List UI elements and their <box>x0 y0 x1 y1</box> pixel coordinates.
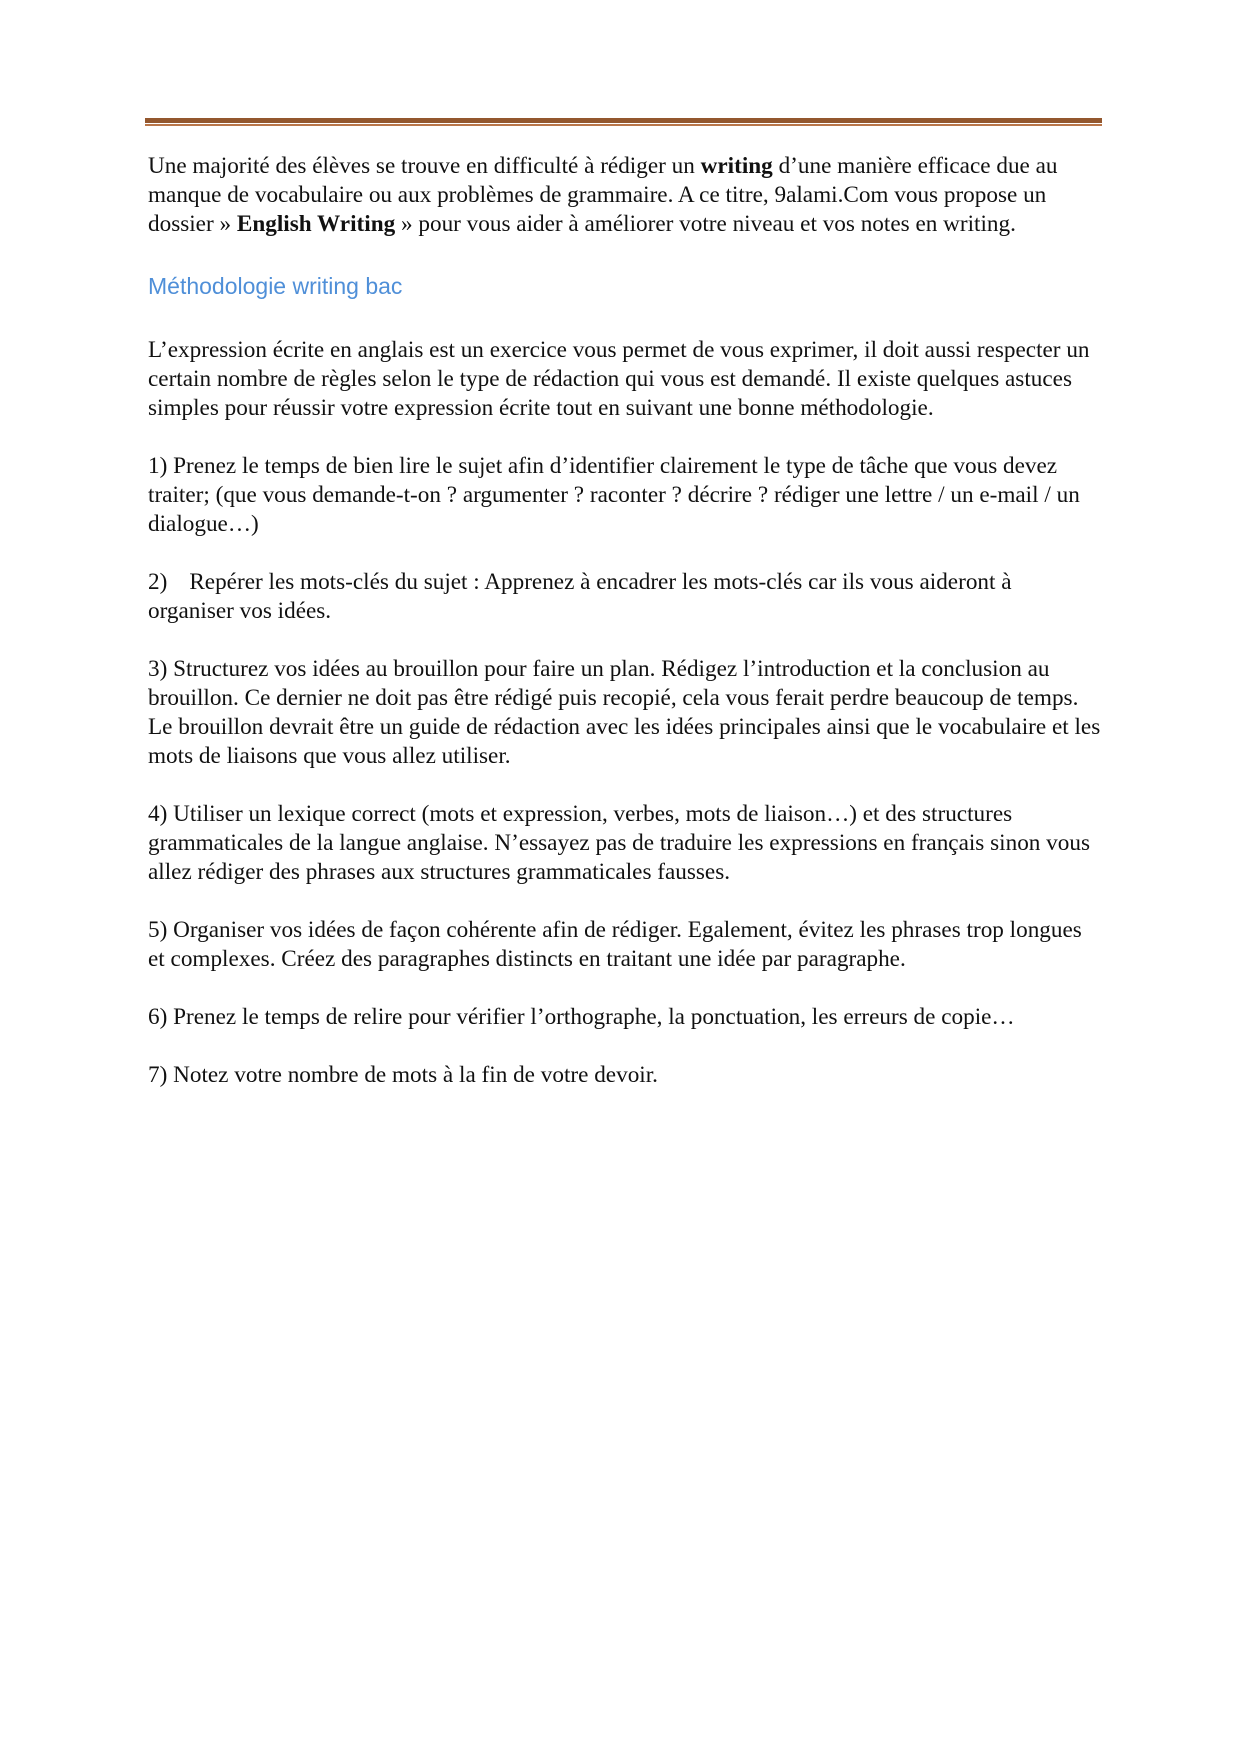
step-3: 3) Structurez vos idées au brouillon pour faire un plan. Rédigez l’introduction et la conclusion au brouillon. Ce dernier ne doit pas être rédigé puis recopié, cela vous ferait perdre beaucoup de temps. Le brouillon devrait être un guide de rédaction avec les idées principales ainsi que le vocabulaire et les mots de liaisons que vous allez utiliser. <box>148 656 1101 769</box>
document-body <box>148 152 1103 1119</box>
intro-bold-writing: writing <box>700 153 773 179</box>
methodology-paragraph: L’expression écrite en anglais est un exercice vous permet de vous exprimer, il doit aussi respecter un certain nombre de règles selon le type de rédaction qui vous est demandé. Il existe quelques astuces simples pour réussir votre expression écrite tout en suivant une bonne méthodologie. <box>148 337 1090 421</box>
step-7: 7) Notez votre nombre de mots à la fin de votre devoir. <box>148 1062 658 1088</box>
intro-text-2: d’une manière efficace due au manque de vocabulaire ou aux problèmes de grammaire. A ce titre, 9alami.Com vous propose un dossier » <box>148 153 1058 237</box>
section-heading: Méthodologie writing bac <box>148 273 403 299</box>
step-2 <box>148 568 1103 626</box>
step-2-number: 2) <box>148 569 168 595</box>
step-2-text: Repérer les mots-clés du sujet : Apprenez à encadrer les mots-clés car ils vous aideront à organiser vos idées. <box>148 569 1012 624</box>
header-rule-thin <box>145 124 1102 126</box>
step-1: 1) Prenez le temps de bien lire le sujet afin d’identifier clairement le type de tâche que vous devez traiter; (que vous demande-t-on ? argumenter ? raconter ? décrire ? rédiger une lettre / un e-mail / un dialogue…) <box>148 453 1080 537</box>
step-6: 6) Prenez le temps de relire pour vérifier l’orthographe, la ponctuation, les erreurs de copie… <box>148 1004 1015 1030</box>
header-rule-thick <box>145 118 1102 123</box>
intro-text-3: » pour vous aider à améliorer votre niveau et vos notes en writing. <box>395 211 1016 237</box>
intro-paragraph <box>148 152 1103 239</box>
intro-bold-english-writing: English Writing <box>236 211 396 237</box>
step-5: 5) Organiser vos idées de façon cohérente afin de rédiger. Egalement, évitez les phrases trop longues et complexes. Créez des paragraphes distincts en traitant une idée par paragraphe. <box>148 917 1082 972</box>
header-rule <box>145 118 1102 126</box>
intro-text-1: Une majorité des élèves se trouve en difficulté à rédiger un <box>148 153 701 179</box>
step-4: 4) Utiliser un lexique correct (mots et expression, verbes, mots de liaison…) et des structures grammaticales de la langue anglaise. N’essayez pas de traduire les expressions en français sinon vous allez rédiger des phrases aux structures grammaticales fausses. <box>148 801 1090 885</box>
